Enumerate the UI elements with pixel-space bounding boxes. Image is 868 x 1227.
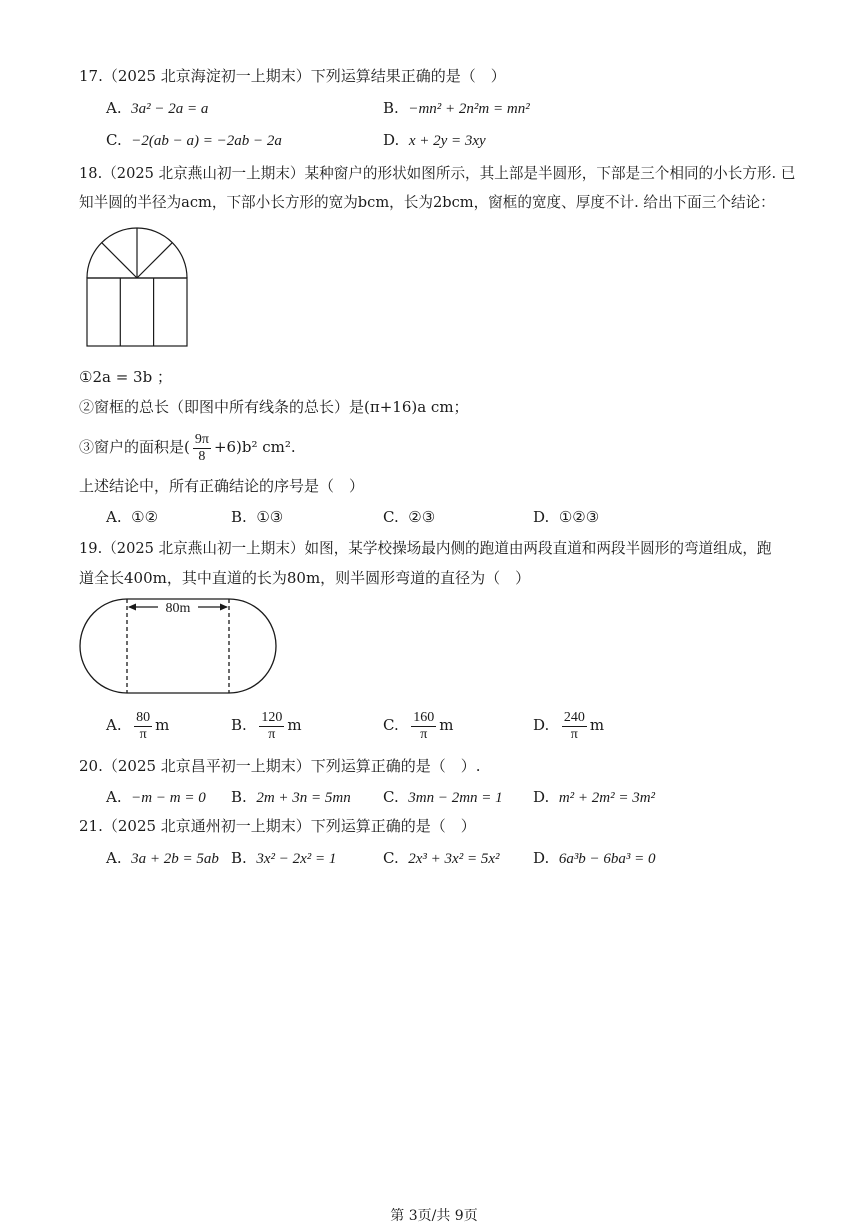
q18-option-c — [383, 507, 435, 527]
option-text: −m − m = 0 — [131, 790, 206, 806]
q18-conclusion-1: ①2a = 3b ； — [79, 368, 172, 386]
option-text: 2m + 3n = 5mn — [256, 790, 351, 806]
q20-option-b — [231, 787, 351, 808]
option-text: 3a + 2b = 5ab — [131, 851, 219, 867]
q19-option-a — [106, 706, 169, 744]
q18-conclusion-3 — [79, 429, 296, 465]
q20-option-d — [533, 787, 655, 808]
fraction — [134, 710, 152, 743]
option-label: A. — [106, 788, 122, 806]
option-text: ①② — [131, 508, 159, 526]
option-text: m² + 2m² = 3m² — [558, 790, 656, 806]
option-label: D. — [533, 716, 550, 734]
option-label: D. — [533, 508, 550, 526]
option-unit: m — [589, 716, 605, 734]
option-text: x + 2y = 3xy — [408, 133, 486, 149]
q18-stem-line2: 知半圆的半径为acm，下部小长方形的宽为bcm，长为2bcm，窗框的宽度、厚度不计. 给出下面三个结论： — [79, 194, 775, 211]
q20-stem: 20.（2025 北京昌平初一上期末）下列运算正确的是（ ）. — [79, 757, 481, 775]
option-label: B. — [231, 716, 247, 734]
option-label: C. — [383, 788, 399, 806]
q18-stem-line1: 18.（2025 北京燕山初一上期末）某种窗户的形状如图所示，其上部是半圆形，下部是三个相同的小长方形. 已 — [79, 165, 796, 182]
fraction — [411, 710, 436, 743]
q19-option-b — [231, 706, 302, 744]
option-text: −2(ab − a) = −2ab − 2a — [131, 133, 282, 149]
option-text: ②③ — [408, 508, 436, 526]
fraction-denominator: π — [570, 726, 578, 742]
option-text: −mn² + 2n²m = mn² — [408, 101, 530, 117]
fraction-numerator: 160 — [413, 709, 435, 725]
q19-option-d — [533, 706, 604, 744]
arrowhead-right-icon — [220, 604, 228, 611]
fraction — [193, 432, 211, 465]
q19-stem-line2: 道全长400m，其中直道的长为80m，则半圆形弯道的直径为（ ） — [79, 569, 531, 587]
fraction-numerator: 80 — [136, 709, 151, 725]
option-unit: m — [155, 716, 170, 734]
fraction-denominator: π — [139, 726, 147, 742]
q17-stem: 17.（2025 北京海淀初一上期末）下列运算结果正确的是（ ） — [79, 67, 506, 85]
q17-option-b — [383, 98, 530, 119]
option-label: B. — [231, 508, 247, 526]
option-label: A. — [106, 99, 122, 117]
option-text: ①③ — [256, 508, 284, 526]
fraction-denominator: 8 — [198, 448, 206, 464]
option-label: B. — [231, 849, 247, 867]
conclusion-3-suffix: +6)b² cm². — [213, 438, 296, 456]
q17-option-a — [106, 98, 208, 119]
q18-conclusion-2: ②窗框的总长（即图中所有线条的总长）是(π+16)a cm； — [79, 398, 469, 416]
q20-option-c — [383, 787, 503, 808]
option-label: A. — [106, 849, 122, 867]
option-text: 6a³b − 6ba³ = 0 — [558, 851, 656, 867]
option-label: D. — [533, 788, 550, 806]
option-text: 2x³ + 3x² = 5x² — [408, 851, 500, 867]
fraction-numerator: 120 — [261, 709, 283, 725]
fraction — [562, 710, 587, 743]
option-unit: m — [439, 716, 454, 734]
option-text: 3a² − 2a = a — [131, 101, 209, 117]
option-label: C. — [383, 716, 399, 734]
fraction-numerator: 240 — [563, 709, 585, 725]
window-lower-frame — [87, 278, 187, 346]
option-text: ①②③ — [558, 508, 600, 526]
option-label: C. — [383, 508, 399, 526]
option-text: 3mn − 2mn = 1 — [408, 790, 503, 806]
track-label: 80m — [165, 601, 191, 616]
option-label: C. — [106, 131, 122, 149]
q21-option-a — [106, 848, 219, 869]
fraction-numerator: 9π — [194, 431, 209, 447]
option-label: D. — [533, 849, 550, 867]
option-label: B. — [231, 788, 247, 806]
q18-option-a — [106, 507, 158, 527]
window-figure — [84, 222, 194, 350]
q21-option-b — [231, 848, 336, 869]
q18-question: 上述结论中，所有正确结论的序号是（ ） — [79, 477, 365, 495]
q18-option-d — [533, 507, 599, 527]
fraction-denominator: π — [420, 726, 428, 742]
option-label: D. — [383, 131, 400, 149]
q17-option-c — [106, 130, 282, 151]
q21-option-c — [383, 848, 499, 869]
arrowhead-left-icon — [128, 604, 136, 611]
conclusion-3-prefix: ③窗户的面积是( — [79, 438, 190, 456]
window-spoke — [137, 243, 172, 278]
track-figure — [76, 595, 286, 695]
fraction — [259, 710, 284, 743]
option-label: A. — [106, 508, 122, 526]
fraction-denominator: π — [268, 726, 276, 742]
page-footer: 第 3页/共 9页 — [390, 1208, 478, 1224]
q21-stem: 21.（2025 北京通州初一上期末）下列运算正确的是（ ） — [79, 817, 476, 835]
option-unit: m — [287, 716, 302, 734]
q21-option-d — [533, 848, 656, 869]
option-label: C. — [383, 849, 399, 867]
option-text: 3x² − 2x² = 1 — [256, 851, 337, 867]
option-label: A. — [106, 716, 122, 734]
q18-option-b — [231, 507, 283, 527]
q17-option-d — [383, 130, 486, 151]
q20-option-a — [106, 787, 206, 808]
window-spoke — [102, 243, 137, 278]
q19-stem-line1: 19.（2025 北京燕山初一上期末）如图，某学校操场最内侧的跑道由两段直道和两段半圆形的弯道组成，跑 — [79, 540, 772, 557]
option-label: B. — [383, 99, 399, 117]
q19-option-c — [383, 706, 454, 744]
